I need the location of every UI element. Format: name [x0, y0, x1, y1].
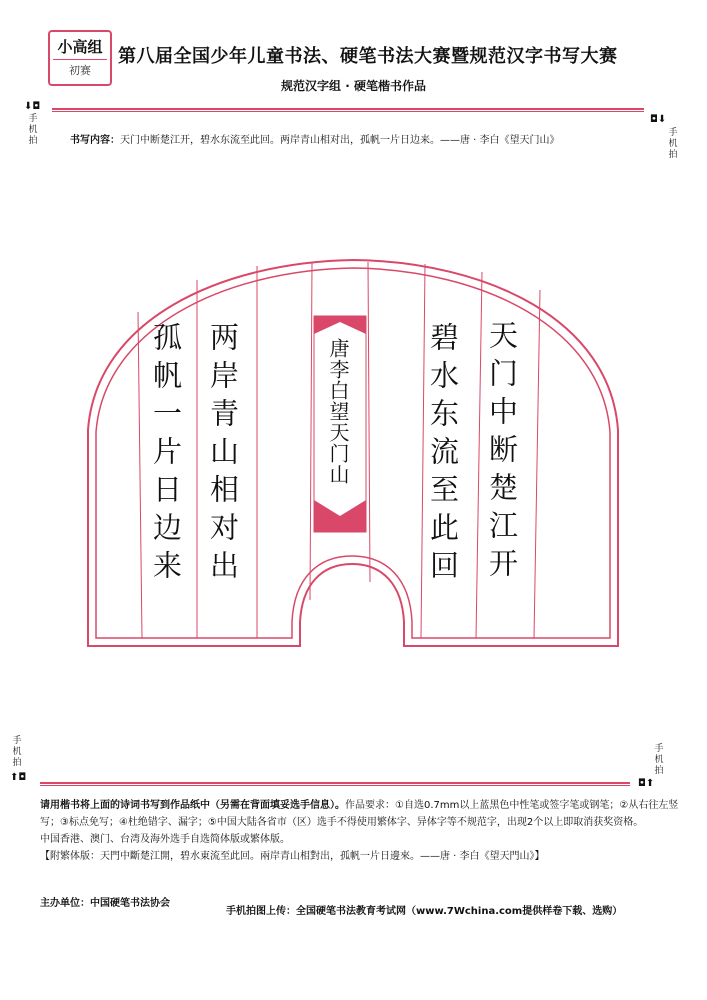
instructions-note: 中国香港、澳门、台湾及海外选手自选简体版或繁体版。	[40, 834, 290, 845]
camera-upload-icon: ◘⬆	[638, 778, 655, 789]
instructions-lead: 请用楷书将上面的诗词书写到作品纸中（另需在背面填妥选手信息）。	[40, 800, 345, 811]
upload-camera-icon: ⬆◘	[10, 772, 27, 783]
page-subtitle: 规范汉字组 · 硬笔楷书作品	[281, 79, 426, 93]
poem-column-3: 两岸青山相对出	[206, 322, 240, 588]
upload-info: 手机拍图上传：全国硬笔书法教育考试网（www.7Wchina.com提供样卷下载、选购）	[226, 906, 623, 917]
signature-column: 唐李白望天门山	[326, 338, 350, 485]
poem-column-1: 天门中断楚江开	[485, 320, 519, 586]
download-camera-icon: ⬇◘	[24, 101, 41, 112]
bottom-divider	[40, 782, 630, 786]
instructions-body: 作品要求：①自选0.7mm以上蓝黑色中性笔或签字笔或钢笔；②从右往左竖写；③标点免写；④杜绝错字、漏字；⑤中国大陆各省市（区）选手不得使用繁体字、异体字等不规范字，出现2个以上即取消获奖资格。	[40, 800, 679, 828]
group-label: 小高组	[57, 38, 103, 56]
traditional-version: 【附繁体版：天門中斷楚江開，碧水東流至此回。兩岸青山相對出，孤帆一片日邊來。——唐 · 李白《望天門山》】	[40, 851, 545, 862]
organizer: 主办单位：中国硬笔书法协会	[40, 898, 170, 909]
camera-download-icon: ◘⬇	[650, 114, 667, 125]
round-label: 初赛	[69, 64, 91, 77]
corner-label-bottom-left: 手机拍	[12, 736, 22, 768]
poem-column-2: 碧水东流至此回	[426, 322, 460, 588]
poem-column-4: 孤帆一片日边来	[149, 322, 183, 588]
content-label: 书写内容：	[70, 135, 120, 146]
content-text: 天门中断楚江开，碧水东流至此回。两岸青山相对出，孤帆一片日边来。——唐 · 李白《望天门山》	[120, 135, 560, 146]
corner-label-top-right: 手机拍	[668, 128, 678, 160]
page-title: 第八届全国少年儿童书法、硬笔书法大赛暨规范汉字书写大赛	[118, 46, 618, 67]
instructions-block	[40, 797, 680, 865]
corner-label-top-left: 手机拍	[28, 114, 38, 146]
corner-label-bottom-right: 手机拍	[654, 744, 664, 776]
